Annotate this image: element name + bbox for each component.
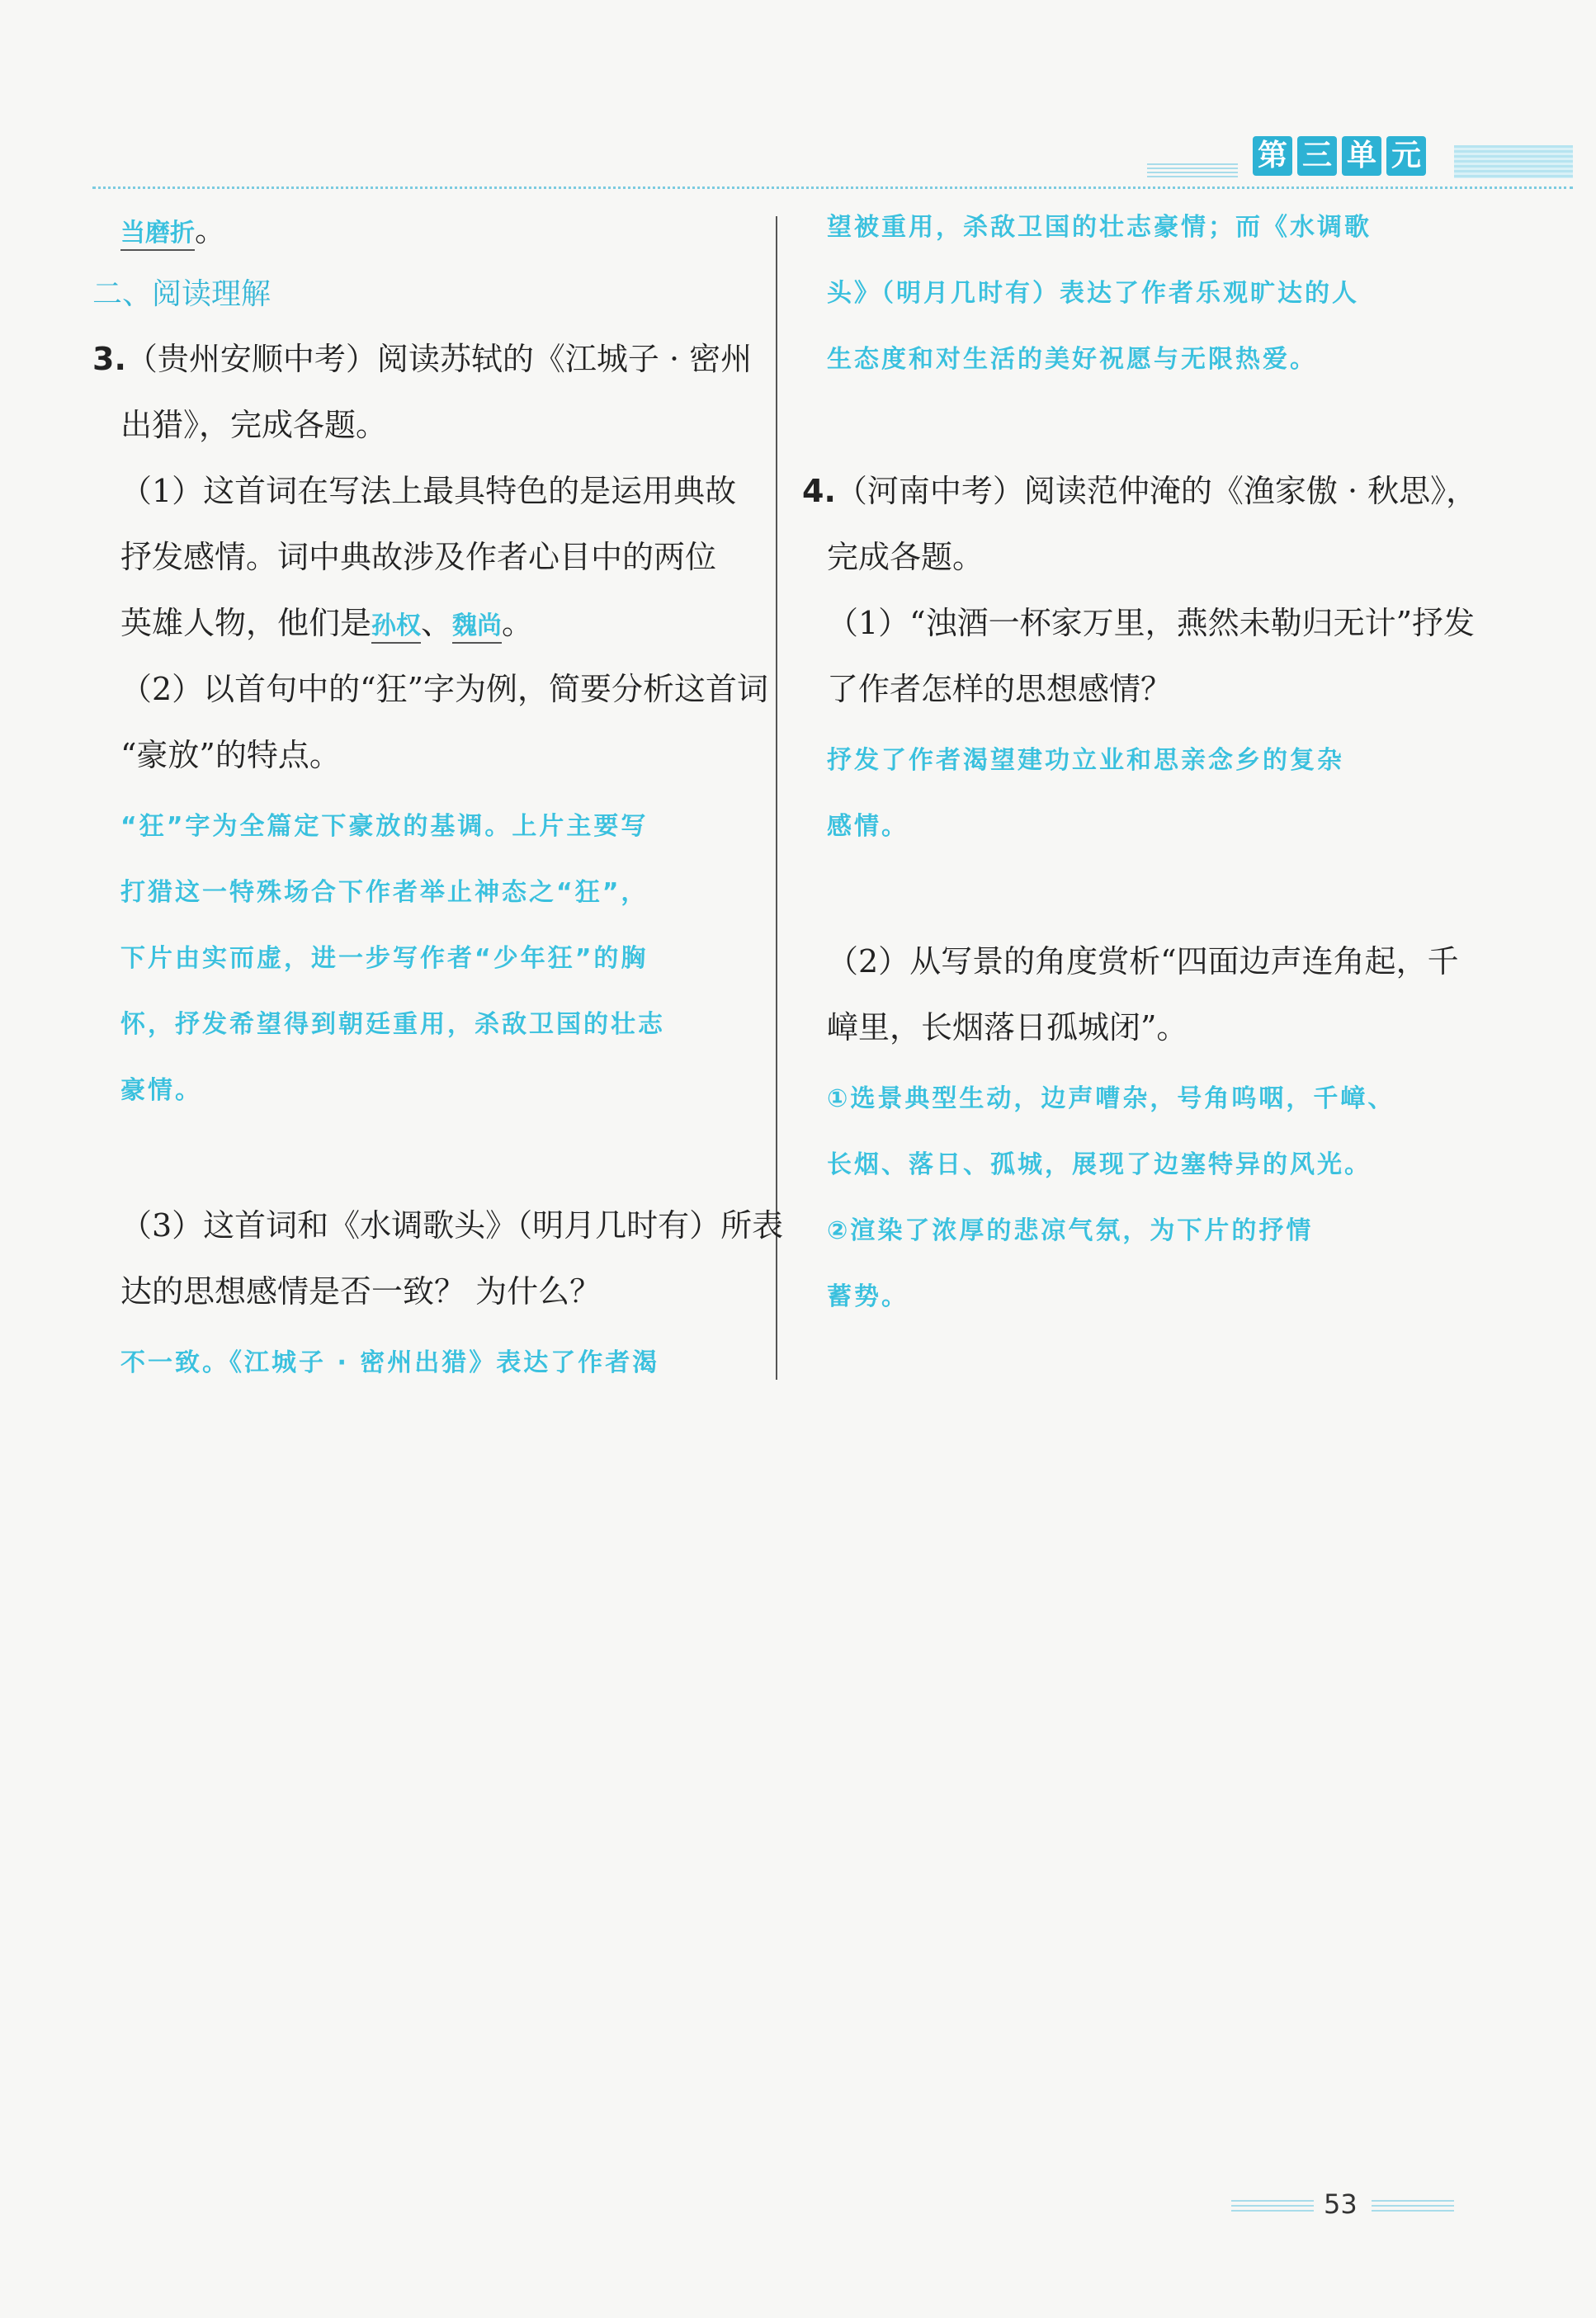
- continued-answer-line: [120, 210, 226, 254]
- q3-stem-1: （贵州安顺中考）阅读苏轼的《江城子 · 密州: [125, 341, 753, 377]
- unit-badge-char: 单: [1342, 136, 1381, 176]
- q4-sub2-line-1: （2）从写景的角度赏析“四面边声连角起，千: [827, 943, 1459, 980]
- q4-sub2-answer-line: ①选景典型生动，边声嘈杂，号角呜咽，千嶂、: [827, 1084, 1395, 1113]
- q3-sub2-line-1: （2）以首句中的“狂”字为例，简要分析这首词: [120, 671, 769, 707]
- unit-badge-char: 元: [1386, 136, 1426, 176]
- unit-badge-char: 第: [1253, 136, 1292, 176]
- q4-number: 4.: [802, 473, 836, 509]
- continued-answer-tail: 。: [195, 212, 227, 248]
- q4-sub2-answer-line: 长烟、落日、孤城，展现了边塞特异的风光。: [827, 1150, 1372, 1179]
- section-title: 二、阅读理解: [92, 277, 272, 311]
- q4-sub2-line-2: 嶂里，长烟落日孤城闭”。: [827, 1009, 1188, 1046]
- q3-sub2-answer-line: 下片由实而虚，进一步写作者“少年狂”的胸: [120, 944, 649, 973]
- q4-stem-2: 完成各题。: [827, 539, 985, 575]
- q3-sub2-answer-line: 打猎这一特殊场合下作者举止神态之“狂”，: [120, 878, 649, 907]
- q4-sub1-line-1: （1）“浊酒一杯家万里，燕然未勒归无计”抒发: [827, 605, 1476, 641]
- continued-answer: 当磨折: [120, 219, 195, 251]
- q3-stem-2: 出猎》，完成各题。: [120, 407, 388, 443]
- q4-sub2-answer-line: ②渲染了浓厚的悲凉气氛，为下片的抒情: [827, 1216, 1314, 1245]
- q3-sub3-answer-line: 不一致。《江城子 · 密州出猎》表达了作者渴: [120, 1348, 660, 1377]
- q3-sub2-answer-line: 豪情。: [120, 1076, 202, 1105]
- page-number: 53: [1324, 2188, 1358, 2220]
- q3-sub1-suffix: 。: [502, 605, 534, 641]
- footer-lines-decoration: [1372, 2200, 1454, 2212]
- unit-badge: [1253, 136, 1426, 176]
- header-stripes-decoration: [1147, 163, 1238, 180]
- q4-line-1: [802, 470, 1477, 512]
- q3-sub1-line-2: 抒发感情。词中典故涉及作者心目中的两位: [120, 539, 717, 575]
- q3-number: 3.: [92, 341, 126, 377]
- q3-sub1-separator: 、: [421, 605, 453, 641]
- q3-answer-continued-line: 头》（明月几时有）表达了作者乐观旷达的人: [827, 279, 1359, 308]
- q3-sub2-answer-line: 怀，抒发希望得到朝廷重用，杀敌卫国的壮志: [120, 1010, 665, 1039]
- header-dotted-rule: [92, 186, 1573, 189]
- q3-answer-continued-line: 生态度和对生活的美好祝愿与无限热爱。: [827, 345, 1317, 374]
- q3-sub1-line-1: （1）这首词在写法上最具特色的是运用典故: [120, 473, 737, 509]
- q3-line-1: [92, 338, 752, 380]
- q3-sub1-answer-b: 魏尚: [452, 611, 502, 644]
- q3-answer-continued-line: 望被重用，杀敌卫国的壮志豪情；而《水调歌: [827, 213, 1372, 242]
- q3-sub1-answer-a: 孙权: [371, 611, 421, 644]
- q3-sub3-line-1: （3）这首词和《水调歌头》（明月几时有）所表: [120, 1207, 784, 1244]
- q4-sub1-line-2: 了作者怎样的思想感情？: [827, 671, 1173, 707]
- q4-sub2-answer-line: 蓄势。: [827, 1282, 909, 1311]
- q3-sub2-line-2: “豪放”的特点。: [120, 737, 341, 773]
- unit-badge-char: 三: [1297, 136, 1337, 176]
- q4-sub1-answer-line: 抒发了作者渴望建功立业和思亲念乡的复杂: [827, 746, 1344, 775]
- page-footer: [1231, 2188, 1454, 2221]
- q3-sub3-line-2: 达的思想感情是否一致？ 为什么？: [120, 1273, 602, 1310]
- q3-sub1-line-3: [120, 602, 533, 647]
- footer-lines-decoration: [1231, 2200, 1314, 2212]
- q4-stem-1: （河南中考）阅读范仲淹的《渔家傲 · 秋思》，: [835, 473, 1478, 509]
- header-bar-decoration: [1454, 145, 1573, 178]
- q3-sub1-prefix: 英雄人物，他们是: [120, 605, 372, 641]
- q4-sub1-answer-line: 感情。: [827, 812, 909, 841]
- q3-sub2-answer-line: “狂”字为全篇定下豪放的基调。上片主要写: [120, 812, 649, 841]
